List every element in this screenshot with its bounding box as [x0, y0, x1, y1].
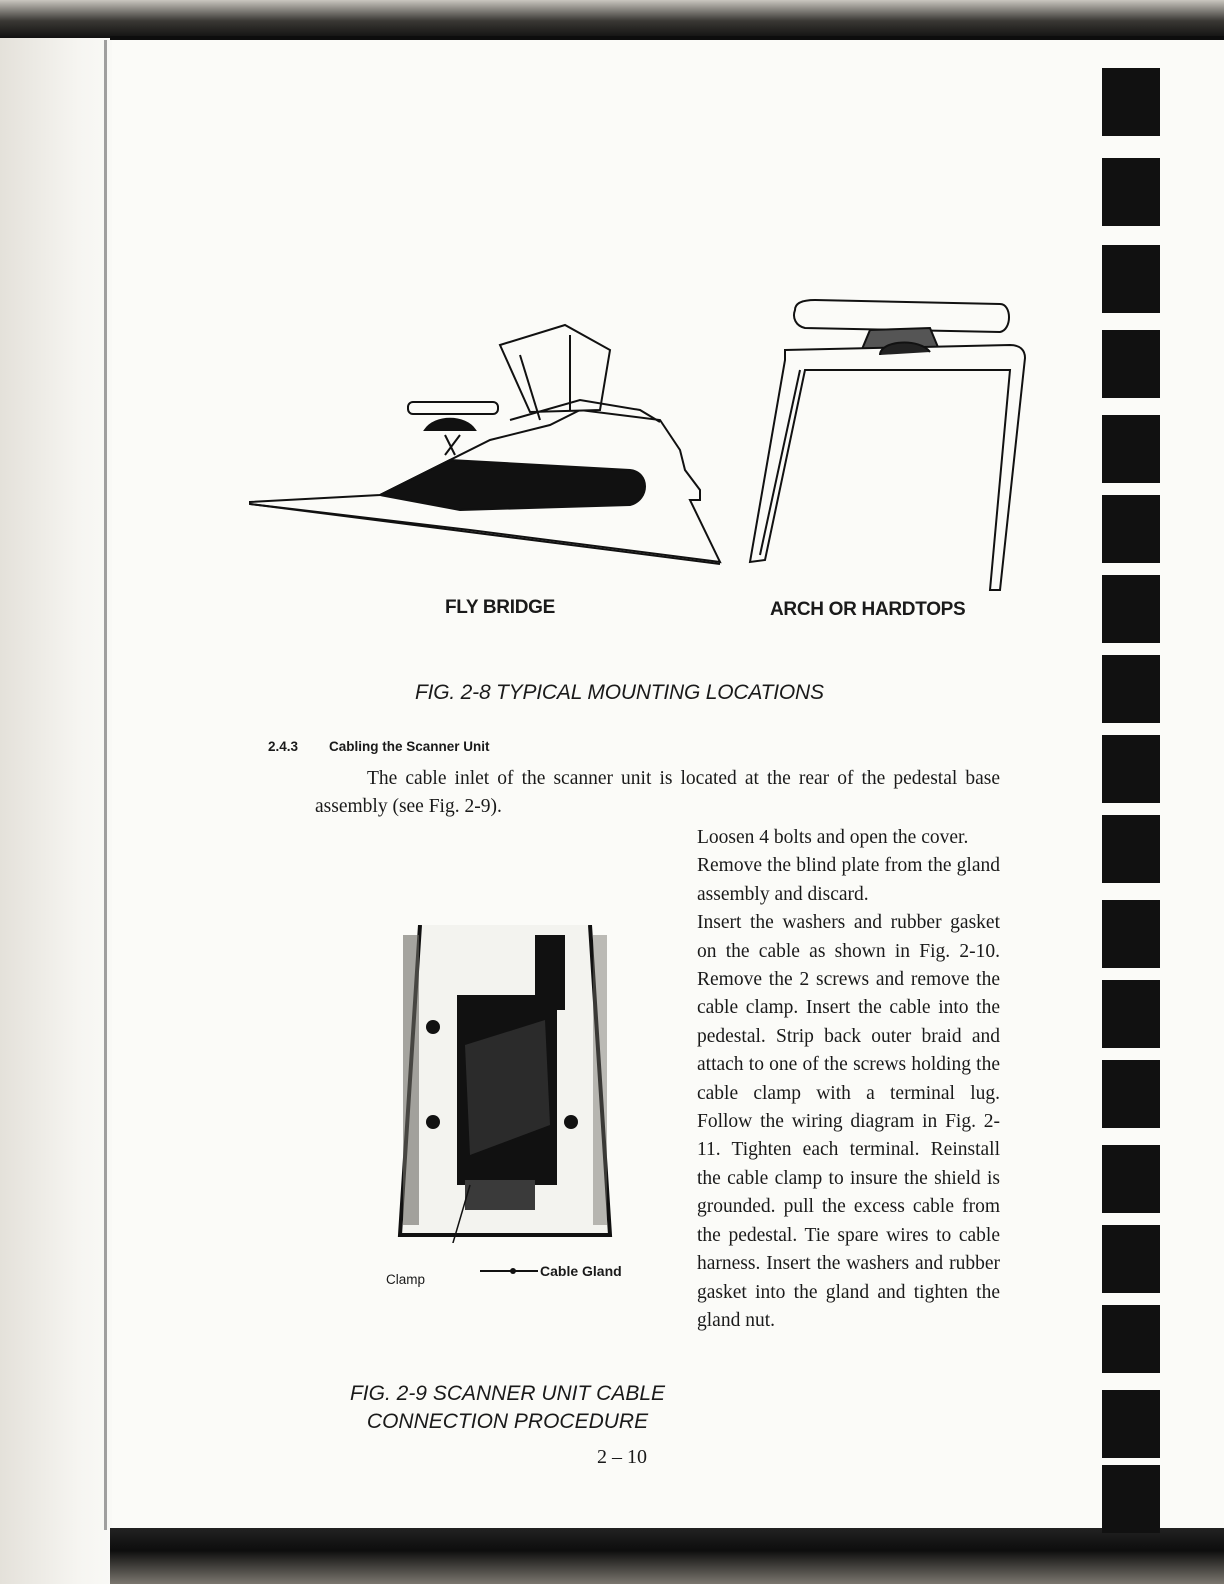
clamp-label: Clamp [386, 1272, 426, 1287]
figure-2-9-caption [335, 1380, 680, 1436]
figure-2-9-caption-line2: CONNECTION PROCEDURE [366, 1410, 649, 1433]
left-page-edge [0, 0, 112, 1584]
arch-hardtops-label: ARCH OR HARDTOPS [770, 599, 966, 620]
procedure-step-3: Insert the washers and rubber gasket on the cable as shown in Fig. 2-10. Remove the 2 screws and remove the cable clamp. Insert the cable into the pedestal. Strip back outer braid and attach to one of the screws holding the cable clamp with a terminal lug. Follow the wiring diagram in Fig. 2-11. Tighten each terminal. Reinstall the cable clamp to insure the shield is grounded. pull the excess cable from the pedestal. Tie spare wires to cable harness. Insert the washers and rubber gasket into the gland and tighten the gland nut. [697, 912, 1000, 1331]
top-scan-border [0, 0, 1224, 38]
bottom-scan-border [110, 1528, 1224, 1584]
page-number: 2 – 10 [597, 1446, 647, 1468]
figure-2-9-caption-line1: FIG. 2-9 SCANNER UNIT CABLE [349, 1382, 666, 1405]
fly-bridge-label: FLY BRIDGE [445, 597, 555, 618]
procedure-step-2: Remove the blind plate from the gland assembly and discard. [697, 855, 1000, 905]
figure-2-8-caption: FIG. 2-8 TYPICAL MOUNTING LOCATIONS [415, 681, 824, 704]
fly-bridge-drawing [250, 325, 720, 564]
arch-hardtop-drawing [750, 300, 1025, 590]
section-intro: The cable inlet of the scanner unit is located at the rear of the pedestal base assembly (see Fig. 2-9). [315, 768, 1000, 817]
top-rule [110, 36, 1224, 40]
left-margin-line [104, 40, 107, 1530]
procedure-text [697, 824, 1000, 1335]
mounting-locations-illustration [240, 290, 1030, 600]
section-number: 2.4.3 [268, 739, 299, 754]
section-title: Cabling the Scanner Unit [329, 739, 490, 754]
procedure-step-1: Loosen 4 bolts and open the cover. [697, 827, 969, 848]
cable-gland-pointer [478, 1262, 540, 1270]
cable-gland-label: Cable Gland [540, 1263, 622, 1279]
binding-holes [1094, 40, 1170, 1530]
scanner-unit-photo [395, 925, 617, 1243]
